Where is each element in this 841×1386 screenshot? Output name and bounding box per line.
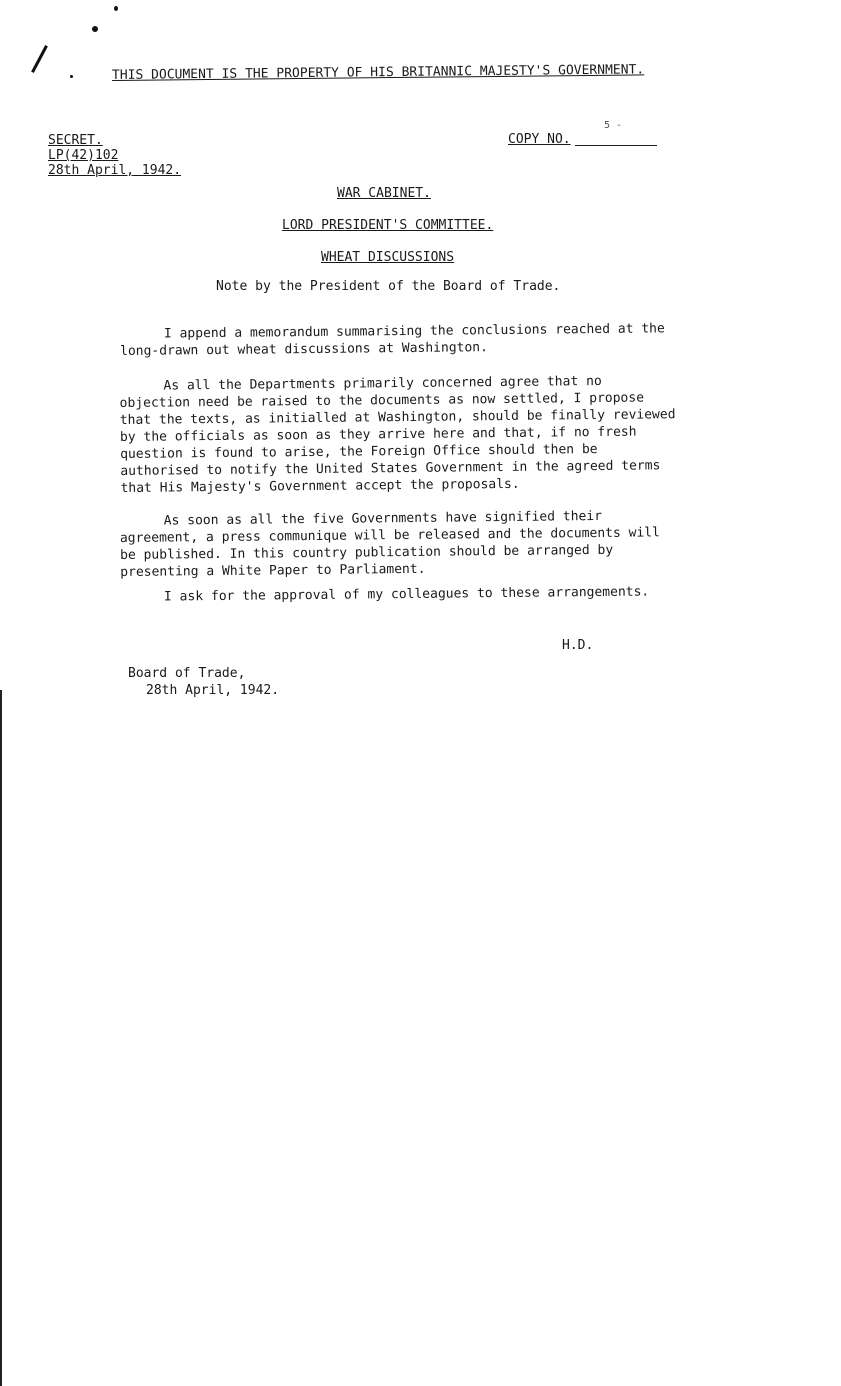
scan-edge	[0, 690, 2, 1386]
copy-number-value: 5 -	[604, 120, 623, 131]
ink-dot-mark	[92, 26, 98, 32]
paragraph-2: As all the Departments primarily concerned agree that no objection need be raised to the documents as now settled, I propose that the texts, as initialled at Washington, should be finally reviewed by the officials as soon as they arrive here and that, if no fresh question is found to arise, the Foreign Office should then be authorised to notify the United States Government in the agreed terms that His Majesty's Government accept the proposals.	[119, 373, 676, 496]
property-notice: THIS DOCUMENT IS THE PROPERTY OF HIS BRITANNIC MAJESTY'S GOVERNMENT.	[111, 62, 645, 83]
paragraph-3: As soon as all the five Governments have signified their agreement, a press communique will be released and the documents will be published. In this country publication should be arranged by presenting a White Paper to Parliament.	[119, 508, 661, 580]
cabinet-heading: WAR CABINET.	[337, 186, 431, 201]
issuing-office: Board of Trade,	[128, 666, 246, 681]
committee-heading: LORD PRESIDENT'S COMMITTEE.	[282, 218, 494, 233]
paragraph-4: I ask for the approval of my colleagues to these arrangements.	[163, 584, 650, 605]
signature-initials: H.D.	[562, 638, 594, 653]
pen-stroke-mark	[31, 45, 48, 73]
copy-number-line	[575, 145, 657, 146]
classification: SECRET.	[48, 133, 103, 148]
ink-dot-mark	[70, 75, 73, 78]
ink-dot-mark	[114, 6, 118, 11]
document-date: 28th April, 1942.	[48, 163, 182, 178]
paragraph-1: I append a memorandum summarising the conclusions reached at the long-drawn out wheat discussions at Washington.	[120, 321, 665, 359]
copy-number-label: COPY NO.	[508, 132, 571, 147]
note-heading: Note by the President of the Board of Trade.	[216, 279, 561, 294]
subject-heading: WHEAT DISCUSSIONS	[321, 250, 455, 265]
footer-date: 28th April, 1942.	[146, 683, 280, 698]
reference-number: LP(42)102	[48, 148, 119, 163]
